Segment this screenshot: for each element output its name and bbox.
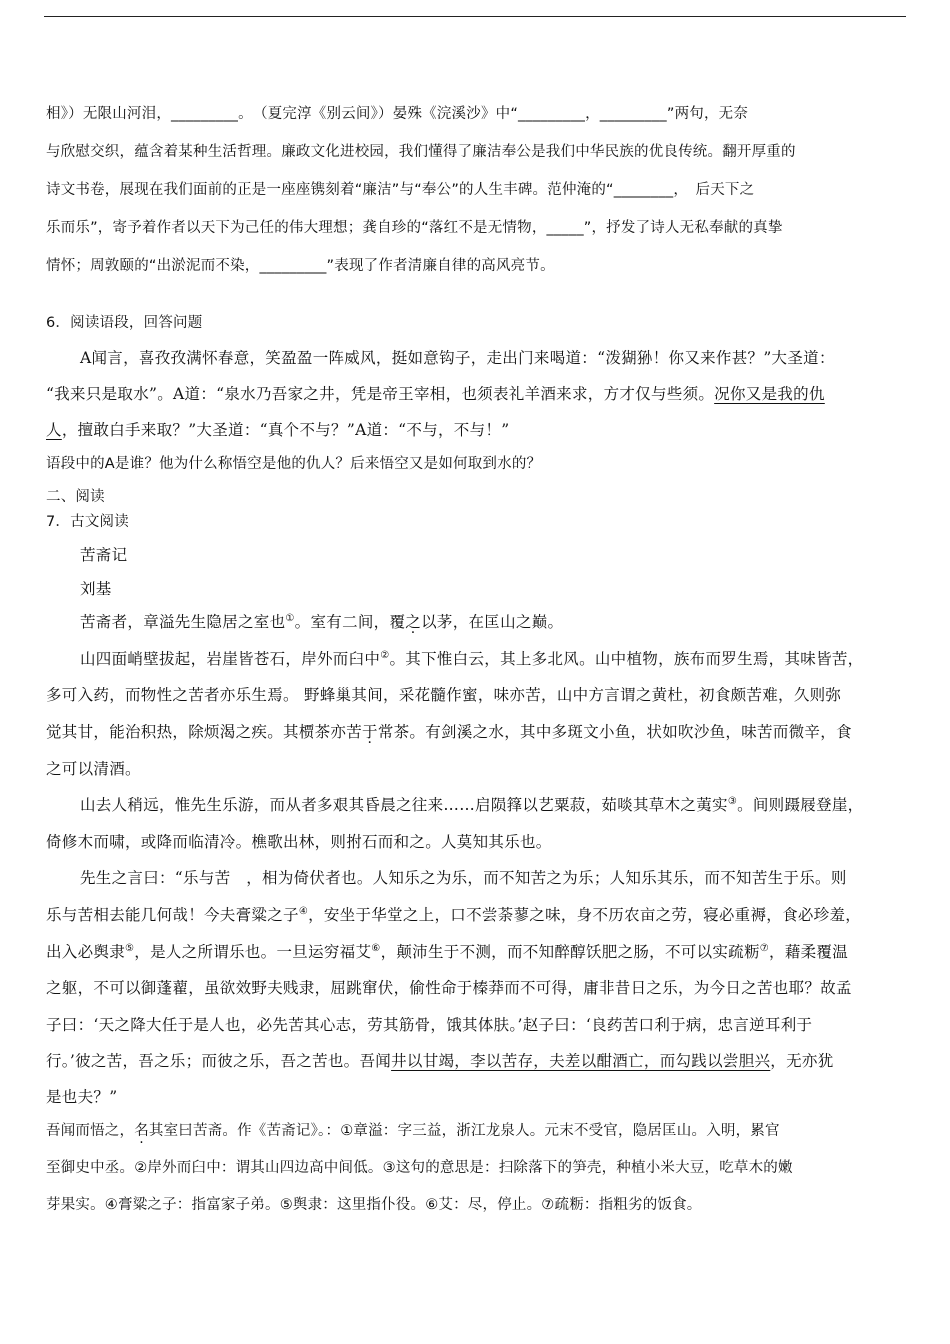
q6-underlined-phrase-end: 人: [46, 421, 62, 439]
note-ref-4: ④: [298, 906, 309, 917]
q7-para-2-line-2: 多可入药，而物性之苦者亦乐生焉。 野蜂巢其间，采花髓作蜜，味亦苦，山中方言谓之黄杜，初食颇苦难，久则弥: [46, 686, 842, 704]
q7-text: 常茶。有剑溪之水，其中多斑文小鱼，状如吹沙鱼，味苦而微辛，食: [377, 723, 852, 741]
emphasis-dot-char: 于: [362, 723, 378, 741]
emphasis-dot-char: 名: [134, 1123, 149, 1139]
q7-title: 苦斋记: [80, 546, 128, 564]
q7-text: 。间则蹑屐登崖，: [737, 796, 864, 814]
q6-heading: 6．阅读语段，回答问题: [46, 315, 203, 331]
note-ref-1: ①: [285, 613, 295, 624]
q7-para-1: [80, 610, 563, 632]
emphasis-dot-char: 之: [405, 613, 422, 631]
q7-para-3-line-2: 倚修木而啸，或降而临清冷。樵歌出林，则拊石而和之。人莫知其乐也。: [46, 833, 552, 851]
q7-text: 山去人稍远，惟先生乐游，而从者多艰其昏晨之往来……启陨箨以艺粟菽，茹啖其草木之荑实: [80, 796, 728, 814]
q7-text: ，安坐于华堂之上，口不尝荼蓼之味，身不历农亩之劳，寝必重褥，食必珍羞，: [308, 906, 862, 924]
q7-para-3-line-1: [80, 793, 863, 815]
q7-para-4-line-7: 是也夫？”: [46, 1088, 118, 1106]
note-ref-5: ⑤: [125, 943, 135, 954]
q7-text: ，藉柔覆温: [769, 943, 849, 961]
note-ref-3: ③: [727, 796, 738, 807]
fill-in-line-3: 诗文书卷，展现在我们面前的正是一座座镌刻着“廉洁”与“奉公”的人生丰碑。范仲淹的“________， 后天下之: [46, 182, 755, 198]
q7-notes-line-2: 至御史中丞。②岸外而臼中：谓其山四边高中间低。③这句的意思是：扫除落下的笋壳，种植小米大豆，吃草木的嫩: [46, 1160, 793, 1176]
q7-text: ，是人之所谓乐也。一旦运穷福艾: [134, 943, 372, 961]
q7-para-4-line-5: 子曰：‘天之降大任于是人也，必先苦其心志，劳其筋骨，饿其体肤。’赵子曰：‘良药苦口利于病，忠言逆耳利于: [46, 1016, 813, 1034]
note-ref-7: ⑦: [759, 943, 770, 954]
q6-passage-text-end: ，擅敢白手来取？”大圣道：“真个不与？”A道：“不与，不与！”: [61, 421, 510, 439]
q7-text: 觉其甘，能治积热，除烦渴之疾。其槚茶亦苦: [46, 723, 363, 741]
header-rule: [44, 16, 906, 17]
q7-notes-line-1: [46, 1119, 780, 1140]
q6-underlined-phrase: 况你又是我的仇: [714, 385, 825, 403]
fill-in-line-5: 情怀；周敦颐的“出淤泥而不染，_________”表现了作者清廉自律的高风亮节。: [46, 258, 555, 274]
q7-author: 刘基: [80, 580, 112, 598]
q7-text: 出入必舆隶: [46, 943, 126, 961]
note-ref-6: ⑥: [371, 943, 381, 954]
q6-passage-line-2: [46, 382, 825, 404]
q7-text: 以茅，在匡山之巅。: [421, 613, 564, 631]
q7-para-4-line-3: [46, 940, 848, 962]
q6-passage-line-3: [46, 418, 509, 440]
q7-text: 行。’彼之苦，吾之乐；而彼之乐，吾之苦也。吾闻: [46, 1052, 392, 1070]
q6-passage-line-1: A闻言，喜孜孜满怀春意，笑盈盈一阵威风，挺如意钩子，走出门来喝道：“泼猢狲！你又来作甚？”大圣道：: [80, 349, 835, 367]
fill-in-line-1: 相》）无限山河泪，_________。 （夏完淳《别云间》）晏殊《浣溪沙》中“_________，_________”两句，无奈: [46, 106, 749, 122]
q7-para-4-line-1: 先生之言曰：“乐与苦 ，相为倚伏者也。人知乐之为乐，而不知苦之为乐；人知乐其乐，而不知苦生于乐。则: [80, 869, 847, 887]
q7-text: 乐与苦相去能几何哉！今夫膏粱之子: [46, 906, 299, 924]
q7-notes-line-3: 芽果实。④膏粱之子：指富家子弟。⑤舆隶：这里指仆役。⑥艾：尽，停止。⑦疏粝：指粗劣的饭食。: [46, 1197, 702, 1213]
q7-text: ，颠沛生于不测，而不知醉醇饫肥之肠，不可以实疏粝: [380, 943, 760, 961]
q7-text: 。室有二间，覆: [294, 613, 406, 631]
q7-text: 吾闻而悟之，: [46, 1123, 135, 1139]
q6-passage-text: “我来只是取水”。A道：“泉水乃吾家之井，凭是帝王宰相，也须表礼羊酒来求，方才仅与些须。: [46, 385, 715, 403]
q7-text: 。其下惟白云，其上多北风。山中植物，族布而罗生焉，其味皆苦，: [389, 650, 864, 668]
q7-para-2-line-4: 之可以清酒。: [46, 760, 141, 778]
q7-para-2-line-1: [80, 647, 863, 669]
fill-in-line-4: 乐而乐”，寄予着作者以天下为己任的伟大理想；龚自珍的“落红不是无情物，_____”，抒发了诗人无私奉献的真挚: [46, 220, 783, 236]
q6-question: 语段中的A是谁？他为什么称悟空是他的仇人？后来悟空又是如何取到水的？: [46, 456, 542, 472]
q7-text: 山四面峭壁拔起，岩崖皆苍石，岸外而臼中: [80, 650, 381, 668]
q7-para-4-line-6: [46, 1049, 834, 1071]
section-2-heading: 二、阅读: [46, 489, 105, 505]
q7-para-4-line-4: 之躯，不可以御蓬藋，虽欲效野夫贱隶，屈跳窜伏，偷性命于榛莽而不可得，庸非昔日之乐，为今日之苦也耶？故孟: [46, 979, 852, 997]
q7-heading: 7．古文阅读: [46, 514, 129, 530]
note-ref-2: ②: [380, 650, 390, 661]
q7-text: 苦斋者，章溢先生隐居之室也: [80, 613, 286, 631]
q7-para-2-line-3: [46, 720, 852, 742]
q7-text: 其室曰苦斋。作《苦斋记》。：①章溢：字三益，浙江龙泉人。元末不受官，隐居匡山。入明，累官: [148, 1123, 780, 1139]
q7-para-4-line-2: [46, 903, 861, 925]
q7-underlined-phrase: 井以甘竭，李以苦存，夫差以酣酒亡，而勾践以尝胆兴: [391, 1052, 771, 1070]
q7-text: ，无亦犹: [770, 1052, 834, 1070]
fill-in-line-2: 与欣慰交织，蕴含着某种生活哲理。廉政文化进校园，我们懂得了廉洁奉公是我们中华民族的优良传统。翻开厚重的: [46, 144, 796, 160]
